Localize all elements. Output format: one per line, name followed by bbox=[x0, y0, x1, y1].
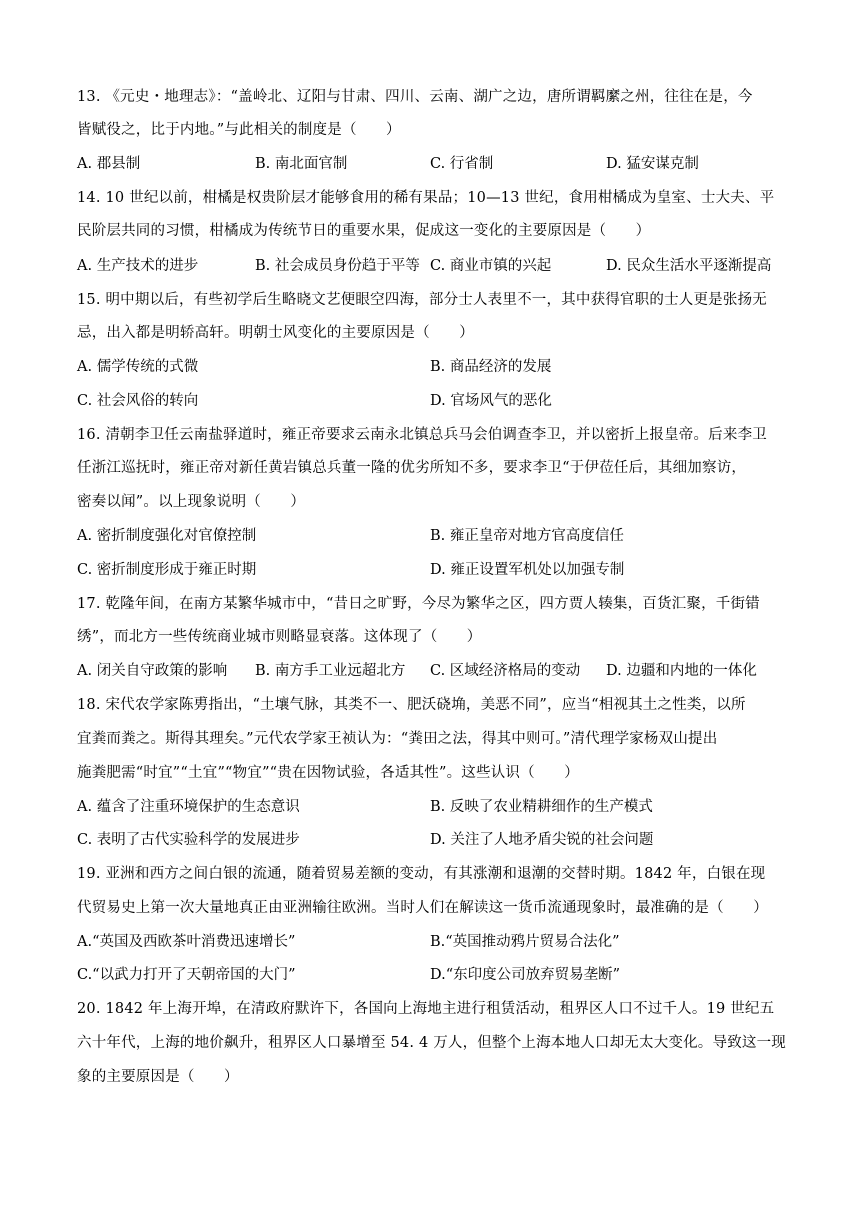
question-text-line: 宜粪而粪之。斯得其理矣。”元代农学家王祯认为：“粪田之法，得其中则可。”清代理学家杨双山提出 bbox=[77, 731, 718, 747]
option-d: D. 官场风气的恶化 bbox=[430, 393, 552, 409]
question-text-line: 皆赋役之，比于内地。”与此相关的制度是（ ） bbox=[77, 122, 401, 138]
question-text-line: 16. 清朝李卫任云南盐驿道时，雍正帝要求云南永北镇总兵马会伯调查李卫，并以密折上报皇帝。后来李卫 bbox=[77, 427, 767, 443]
option-b: B. 雍正皇帝对地方官高度信任 bbox=[430, 528, 624, 544]
option-d: D. 猛安谋克制 bbox=[606, 156, 699, 172]
question-text-line: 民阶层共同的习惯，柑橘成为传统节日的重要水果，促成这一变化的主要原因是（ ） bbox=[77, 223, 651, 239]
option-d: D.“东印度公司放弃贸易垄断” bbox=[430, 967, 621, 983]
option-d: D. 边疆和内地的一体化 bbox=[606, 663, 757, 679]
question-text-line: 19. 亚洲和西方之间白银的流通，随着贸易差额的变动，有其涨潮和退潮的交替时期。1842 年，白银在现 bbox=[77, 866, 766, 882]
option-a: A. 郡县制 bbox=[77, 156, 141, 172]
option-d: D. 民众生活水平逐渐提高 bbox=[606, 258, 772, 274]
question-text-line: 15. 明中期以后，有些初学后生略晓文艺便眼空四海，部分士人表里不一，其中获得官职的士人更是张扬无 bbox=[77, 292, 767, 308]
question-text-line: 17. 乾隆年间，在南方某繁华城市中，“昔日之旷野，今尽为繁华之区，四方贾人辏集，百货汇聚，千街错 bbox=[77, 596, 760, 612]
option-c: C. 密折制度形成于雍正时期 bbox=[77, 562, 257, 578]
option-d: D. 关注了人地矛盾尖锐的社会问题 bbox=[430, 832, 654, 848]
option-b: B. 反映了农业精耕细作的生产模式 bbox=[430, 799, 653, 815]
question-text-line: 绣”，而北方一些传统商业城市则略显衰落。这体现了（ ） bbox=[77, 629, 482, 645]
question-text-line: 14. 10 世纪以前，柑橘是权贵阶层才能够食用的稀有果品；10—13 世纪，食用柑橘成为皇室、士大夫、平 bbox=[77, 190, 775, 206]
option-b: B.“英国推动鸦片贸易合法化” bbox=[430, 934, 620, 950]
option-c: C.“以武力打开了天朝帝国的大门” bbox=[77, 967, 296, 983]
question-text-line: 象的主要原因是（ ） bbox=[77, 1069, 239, 1085]
option-a: A. 生产技术的进步 bbox=[77, 258, 199, 274]
question-text-line: 忌，出入都是明轿高轩。明朝士风变化的主要原因是（ ） bbox=[77, 325, 474, 341]
option-b: B. 南方手工业远超北方 bbox=[255, 663, 406, 679]
option-c: C. 区域经济格局的变动 bbox=[430, 663, 581, 679]
option-a: A.“英国及西欧茶叶消费迅速增长” bbox=[77, 934, 296, 950]
option-a: A. 蕴含了注重环境保护的生态意识 bbox=[77, 799, 300, 815]
option-c: C. 商业市镇的兴起 bbox=[430, 258, 552, 274]
question-text-line: 13. 《元史・地理志》：“盖岭北、辽阳与甘肃、四川、云南、湖广之边，唐所谓羁縻之州，往往在是，今 bbox=[77, 89, 753, 105]
question-text-line: 任浙江巡抚时，雍正帝对新任黄岩镇总兵董一隆的优劣所知不多，要求李卫“于伊莅任后，其细加察访， bbox=[77, 460, 747, 476]
option-b: B. 社会成员身份趋于平等 bbox=[255, 258, 420, 274]
option-c: C. 行省制 bbox=[430, 156, 494, 172]
option-a: A. 闭关自守政策的影响 bbox=[77, 663, 228, 679]
option-b: B. 商品经济的发展 bbox=[430, 359, 552, 375]
question-text-line: 20. 1842 年上海开埠，在清政府默许下，各国向上海地主进行租赁活动，租界区人口不过千人。19 世纪五 bbox=[77, 1001, 775, 1017]
option-b: B. 南北面官制 bbox=[255, 156, 348, 172]
question-text-line: 代贸易史上第一次大量地真正由亚洲输往欧洲。当时人们在解读这一货币流通现象时，最准确的是（ ） bbox=[77, 900, 768, 916]
option-a: A. 儒学传统的式微 bbox=[77, 359, 199, 375]
question-text-line: 18. 宋代农学家陈旉指出，“土壤气脉，其类不一、肥沃硗埆，美恶不同”，应当“相视其土之性类，以所 bbox=[77, 697, 746, 713]
question-text-line: 密奏以闻”。以上现象说明（ ） bbox=[77, 494, 306, 510]
option-c: C. 社会风俗的转向 bbox=[77, 393, 199, 409]
option-d: D. 雍正设置军机处以加强专制 bbox=[430, 562, 625, 578]
question-text-line: 施粪肥需“时宜”“土宜”“物宜”“贵在因物试验，各适其性”。这些认识（ ） bbox=[77, 765, 579, 781]
option-c: C. 表明了古代实验科学的发展进步 bbox=[77, 832, 300, 848]
question-text-line: 六十年代，上海的地价飙升，租界区人口暴增至 54. 4 万人，但整个上海本地人口却无太大变化。导致这一现 bbox=[77, 1035, 787, 1051]
option-a: A. 密折制度强化对官僚控制 bbox=[77, 528, 257, 544]
